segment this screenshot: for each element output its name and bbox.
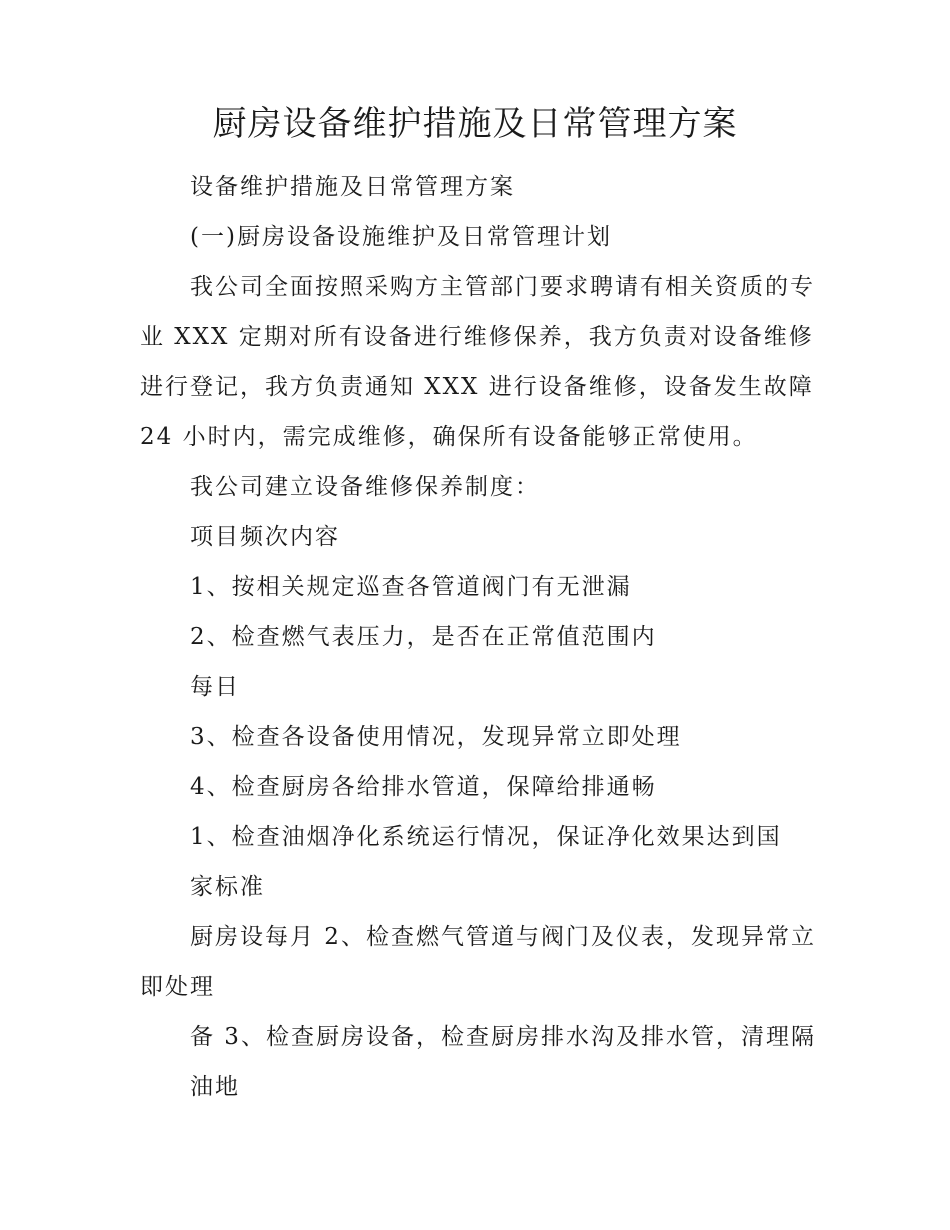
list-item-continuation: 即处理 <box>140 974 215 1000</box>
paragraph-line: 进行登记，我方负责通知 XXX 进行设备维修，设备发生故障 <box>140 374 814 400</box>
subtitle-line: 设备维护措施及日常管理方案 <box>190 174 515 200</box>
list-item: 1、按相关规定巡查各管道阀门有无泄漏 <box>190 574 632 600</box>
list-item: 备 3、检查厨房设备，检查厨房排水沟及排水管，清理隔 <box>190 1024 816 1050</box>
list-item-continuation: 油地 <box>190 1074 240 1100</box>
paragraph-line: 我公司全面按照采购方主管部门要求聘请有相关资质的专 <box>190 274 815 300</box>
paragraph-line: 业 XXX 定期对所有设备进行维修保养，我方负责对设备维修 <box>140 324 814 350</box>
section-heading: (一)厨房设备设施维护及日常管理计划 <box>190 224 612 250</box>
list-item: 4、检查厨房各给排水管道，保障给排通畅 <box>190 774 657 800</box>
document-title: 厨房设备维护措施及日常管理方案 <box>212 104 738 144</box>
list-item: 厨房设每月 2、检查燃气管道与阀门及仪表，发现异常立 <box>190 924 816 950</box>
list-item-continuation: 家标准 <box>190 874 265 900</box>
paragraph-line: 我公司建立设备维修保养制度： <box>190 474 540 500</box>
list-item: 2、检查燃气表压力，是否在正常值范围内 <box>190 624 657 650</box>
list-item: 3、检查各设备使用情况，发现异常立即处理 <box>190 724 682 750</box>
table-header-line: 项目频次内容 <box>190 524 340 550</box>
list-item: 1、检查油烟净化系统运行情况，保证净化效果达到国 <box>190 824 782 850</box>
paragraph-line: 24 小时内，需完成维修，确保所有设备能够正常使用。 <box>140 424 758 450</box>
frequency-label: 每日 <box>190 674 240 700</box>
